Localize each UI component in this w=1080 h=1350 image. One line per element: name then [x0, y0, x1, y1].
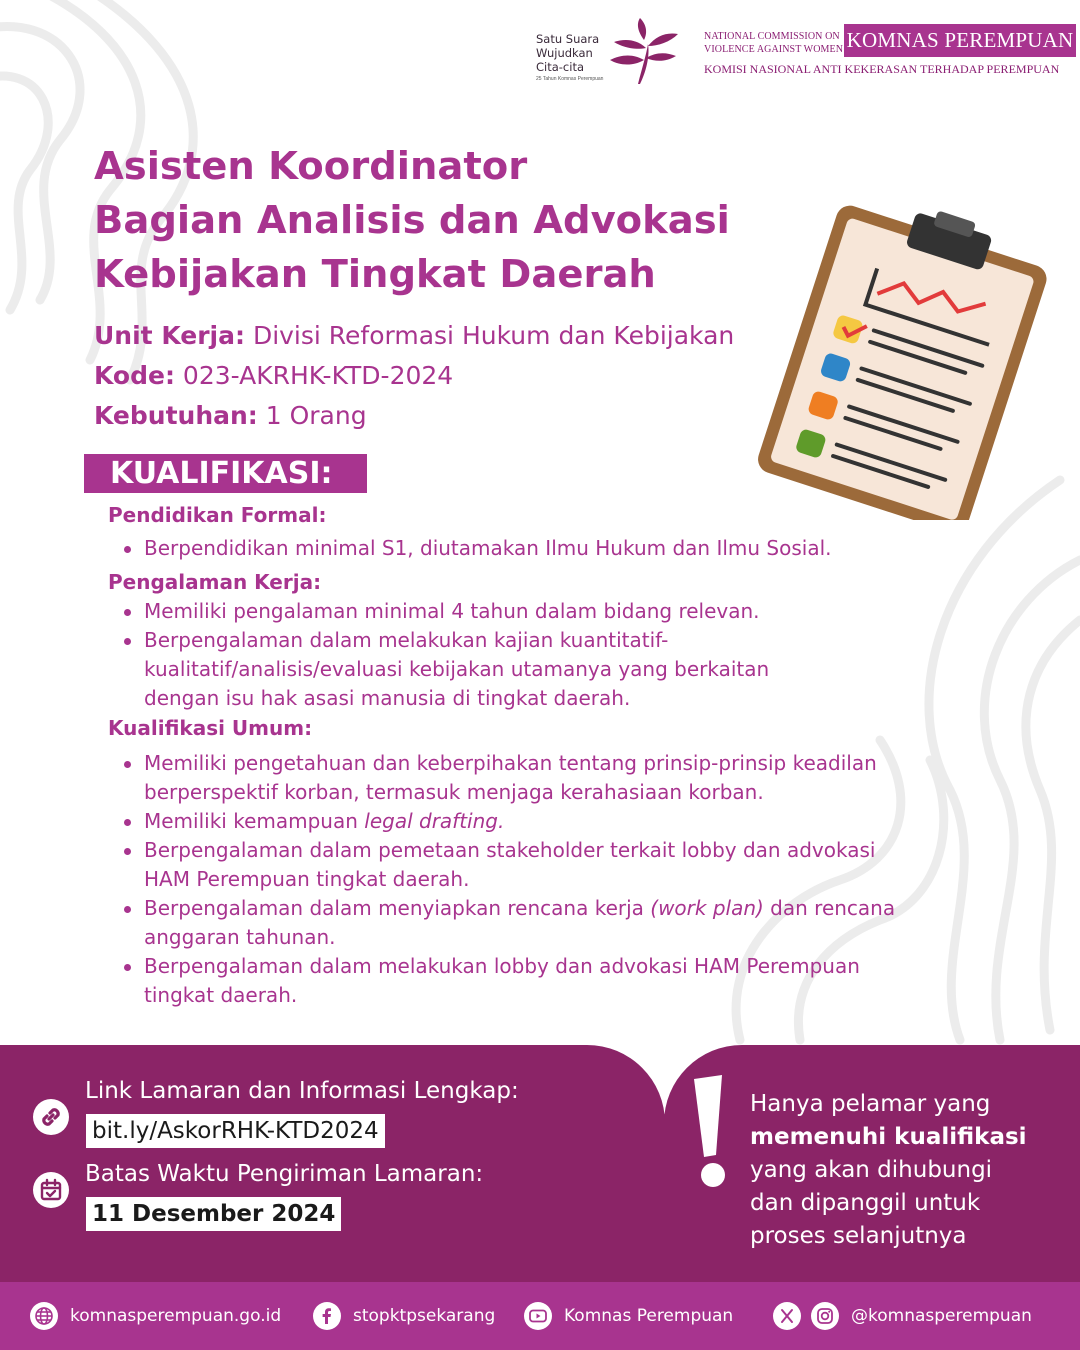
kualifikasi-heading: KUALIFIKASI:	[84, 454, 367, 493]
list-item: Berpengalaman dalam pemetaan stakeholder terkait lobby dan advokasi HAM Perempuan tingkat daerah.	[118, 836, 895, 894]
kode-row: Kode: 023-AKRHK-KTD-2024	[94, 361, 454, 390]
footer-website[interactable]: komnasperempuan.go.id	[30, 1301, 281, 1331]
x-icon	[773, 1302, 801, 1330]
kebutuhan-row: Kebutuhan: 1 Orang	[94, 401, 367, 430]
list-item: Memiliki pengetahuan dan keberpihakan tentang prinsip-prinsip keadilan berperspektif korban, termasuk menjaga kerahasiaan korban.	[118, 749, 895, 807]
title-line: Bagian Analisis dan Advokasi	[94, 198, 730, 243]
unit-kerja-row: Unit Kerja: Divisi Reformasi Hukum dan Kebijakan	[94, 321, 735, 350]
exclamation-icon	[688, 1075, 738, 1191]
pendidikan-heading: Pendidikan Formal:	[108, 503, 327, 527]
logo-subtitle: 25 Tahun Komnas Perempuan	[536, 76, 604, 82]
link-label: Link Lamaran dan Informasi Lengkap:	[85, 1078, 519, 1104]
logo-tagline: Satu Suara Wujudkan Cita-cita	[536, 32, 600, 74]
deadline-value: 11 Desember 2024	[86, 1197, 341, 1231]
footer	[0, 1282, 1080, 1350]
list-item: Berpengalaman dalam melakukan lobby dan advokasi HAM Perempuan tingkat daerah.	[118, 952, 895, 1010]
page-title	[94, 140, 730, 302]
pendidikan-list	[118, 534, 832, 563]
footer-facebook[interactable]: stopktpsekarang	[313, 1301, 495, 1331]
title-line: Asisten Koordinator	[94, 144, 528, 189]
footer-social[interactable]: @komnasperempuan	[773, 1301, 1032, 1331]
footer-youtube[interactable]: Komnas Perempuan	[524, 1301, 733, 1331]
list-item: Berpengalaman dalam menyiapkan rencana kerja (work plan) dan rencana anggaran tahunan.	[118, 894, 895, 952]
facebook-icon	[313, 1302, 341, 1330]
pengalaman-list	[118, 597, 769, 713]
job-meta	[94, 316, 734, 436]
notice-text: Hanya pelamar yang memenuhi kualifikasi yang akan dihubungi dan dipanggil untuk proses selanjutnya	[750, 1091, 1027, 1249]
calendar-check-icon	[33, 1172, 69, 1208]
globe-icon	[30, 1302, 58, 1330]
list-item: Memiliki kemampuan legal drafting.	[118, 807, 895, 836]
umum-heading: Kualifikasi Umum:	[108, 716, 313, 740]
youtube-icon	[524, 1302, 552, 1330]
clipboard-illustration	[740, 200, 1060, 520]
komnas-perempuan-logo	[704, 24, 1076, 80]
list-item: Memiliki pengalaman minimal 4 tahun dalam bidang relevan.	[118, 597, 769, 626]
logo-english-name: NATIONAL COMMISSION ON VIOLENCE AGAINST WOMEN	[704, 31, 844, 55]
flower-sprout-icon	[600, 18, 680, 86]
instagram-icon	[811, 1302, 839, 1330]
pengalaman-heading: Pengalaman Kerja:	[108, 570, 322, 594]
deadline-label: Batas Waktu Pengiriman Lamaran:	[85, 1161, 484, 1187]
list-item: Berpendidikan minimal S1, diutamakan Ilmu Hukum dan Ilmu Sosial.	[118, 534, 832, 563]
list-item: Berpengalaman dalam melakukan kajian kuantitatif- kualitatif/analisis/evaluasi kebijakan utamanya yang berkaitan dengan isu hak asasi manusia di tingkat daerah.	[118, 626, 769, 713]
application-link[interactable]: bit.ly/AskorRHK-KTD2024	[86, 1114, 385, 1148]
title-line: Kebijakan Tingkat Daerah	[94, 252, 656, 297]
logo-indonesian-name: KOMISI NASIONAL ANTI KEKERASAN TERHADAP PEREMPUAN	[704, 62, 1060, 76]
umum-list	[118, 749, 895, 1010]
logo-brand: KOMNAS PEREMPUAN	[844, 24, 1076, 57]
link-icon	[33, 1099, 69, 1135]
satu-suara-logo	[536, 18, 686, 86]
